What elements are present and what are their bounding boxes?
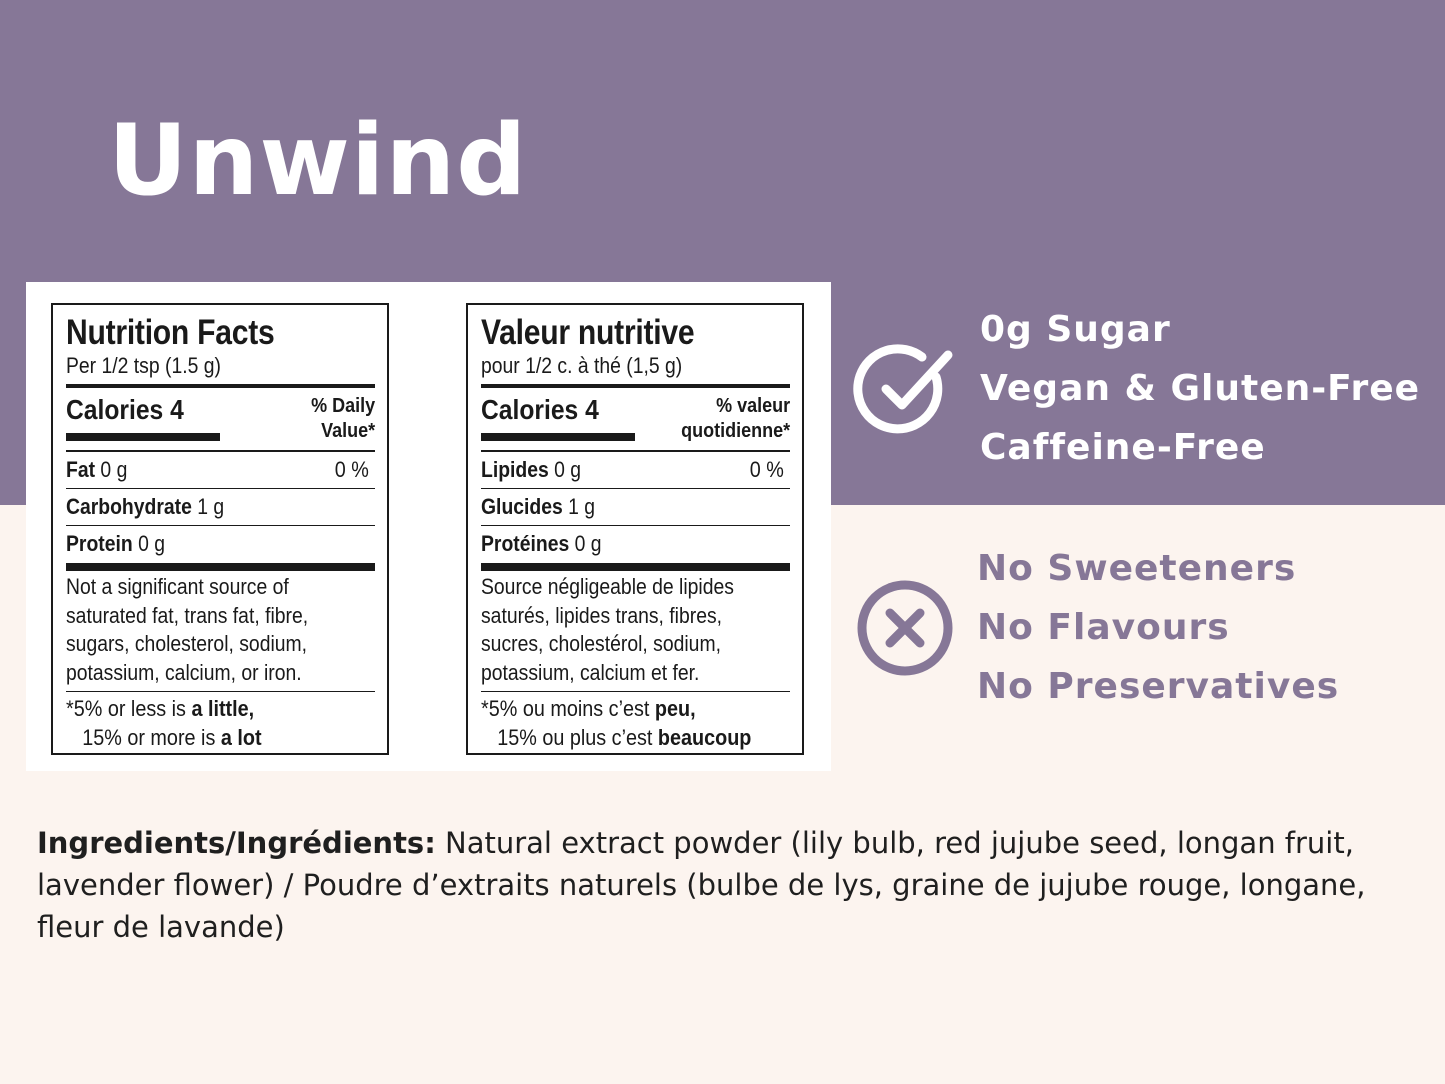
negative-claims xyxy=(977,539,1339,716)
label-heading: Valeur nutritive xyxy=(481,313,695,352)
note-line: saturés, lipides trans, fibres, xyxy=(481,602,723,628)
footnote xyxy=(481,691,790,752)
nutrient-name: Lipides xyxy=(481,457,549,482)
claim-item: Caffeine-Free xyxy=(980,427,1266,468)
nutrition-note xyxy=(481,571,798,687)
note-line: sucres, cholestérol, sodium, xyxy=(481,631,721,656)
label-heading: Nutrition Facts xyxy=(66,313,275,352)
nutrient-name: Fat xyxy=(66,457,96,482)
nutrient-percent: 0 % xyxy=(749,457,784,482)
claim-item: 0g Sugar xyxy=(980,309,1171,350)
nutrient-name: Carbohydrate xyxy=(66,494,192,519)
claim-item: No Sweeteners xyxy=(977,548,1297,589)
footnote-line: *5% or less is a little, xyxy=(66,696,255,721)
dv-line-1: % Daily xyxy=(310,395,375,417)
footnote-line: 15% or more is a lot xyxy=(82,724,262,750)
claim-item: No Flavours xyxy=(977,607,1230,648)
nutrient-row xyxy=(66,488,375,525)
nutrient-row xyxy=(481,488,790,525)
nutrition-facts-label-fr xyxy=(466,303,804,755)
calories-bar xyxy=(66,433,220,441)
serving-size: pour 1/2 c. à thé (1,5 g) xyxy=(481,353,683,378)
check-circle-icon xyxy=(852,337,960,441)
note-line: sugars, cholesterol, sodium, xyxy=(66,631,308,656)
nutrition-note xyxy=(66,571,383,687)
footnote xyxy=(66,691,375,752)
nutrient-amount: 0 g xyxy=(574,531,602,556)
calories-row xyxy=(66,388,375,450)
nutrient-row xyxy=(66,450,375,488)
footnote-line: *5% ou moins c’est peu, xyxy=(481,696,696,721)
note-line: Not a significant source of xyxy=(66,574,289,599)
nutrient-percent: 0 % xyxy=(334,457,369,482)
nutrition-facts-label-en xyxy=(51,303,389,755)
nutrient-amount: 0 g xyxy=(100,457,128,482)
daily-value-header xyxy=(681,394,790,444)
nutrient-name: Glucides xyxy=(481,494,563,519)
nutrient-amount: 1 g xyxy=(197,494,225,519)
note-line: potassium, calcium et fer. xyxy=(481,659,700,685)
nutrient-name: Protéines xyxy=(481,531,570,556)
ingredients-text xyxy=(37,822,1367,948)
nutrient-row xyxy=(481,525,790,562)
calories: Calories 4 xyxy=(481,394,599,425)
dv-line-1: % valeur xyxy=(715,395,790,417)
nutrient-row xyxy=(481,450,790,488)
nutrient-amount: 0 g xyxy=(138,531,166,556)
nutrient-amount: 1 g xyxy=(568,494,596,519)
dv-line-2: quotidienne* xyxy=(681,420,790,442)
nutrient-row xyxy=(66,525,375,562)
x-circle-icon xyxy=(854,577,956,679)
calories-bar xyxy=(481,433,635,441)
dv-line-2: Value* xyxy=(320,420,375,442)
ingredients-list: Natural extract powder (lily bulb, red jujube seed, longan fruit, lavender flower) / Poudre d’extraits naturels (bulbe de lys, graine de jujube rouge, longane, fleur de lavande) xyxy=(37,826,1366,944)
calories: Calories 4 xyxy=(66,394,184,425)
ingredients-label: Ingredients/Ingrédients: xyxy=(37,826,436,860)
divider xyxy=(66,563,375,571)
serving-size: Per 1/2 tsp (1.5 g) xyxy=(66,353,221,378)
daily-value-header xyxy=(311,394,375,444)
calories-row xyxy=(481,388,790,450)
claim-item: No Preservatives xyxy=(977,666,1340,707)
note-line: saturated fat, trans fat, fibre, xyxy=(66,602,309,628)
nutrient-name: Protein xyxy=(66,531,133,556)
divider xyxy=(481,563,790,571)
nutrient-amount: 0 g xyxy=(554,457,582,482)
note-line: Source négligeable de lipides xyxy=(481,574,734,599)
positive-claims xyxy=(980,300,1420,477)
footnote-line: 15% ou plus c’est beaucoup xyxy=(497,724,752,750)
claim-item: Vegan & Gluten-Free xyxy=(980,368,1421,409)
nutrition-panel xyxy=(26,282,831,771)
product-title: Unwind xyxy=(108,104,528,218)
note-line: potassium, calcium, or iron. xyxy=(66,659,302,685)
